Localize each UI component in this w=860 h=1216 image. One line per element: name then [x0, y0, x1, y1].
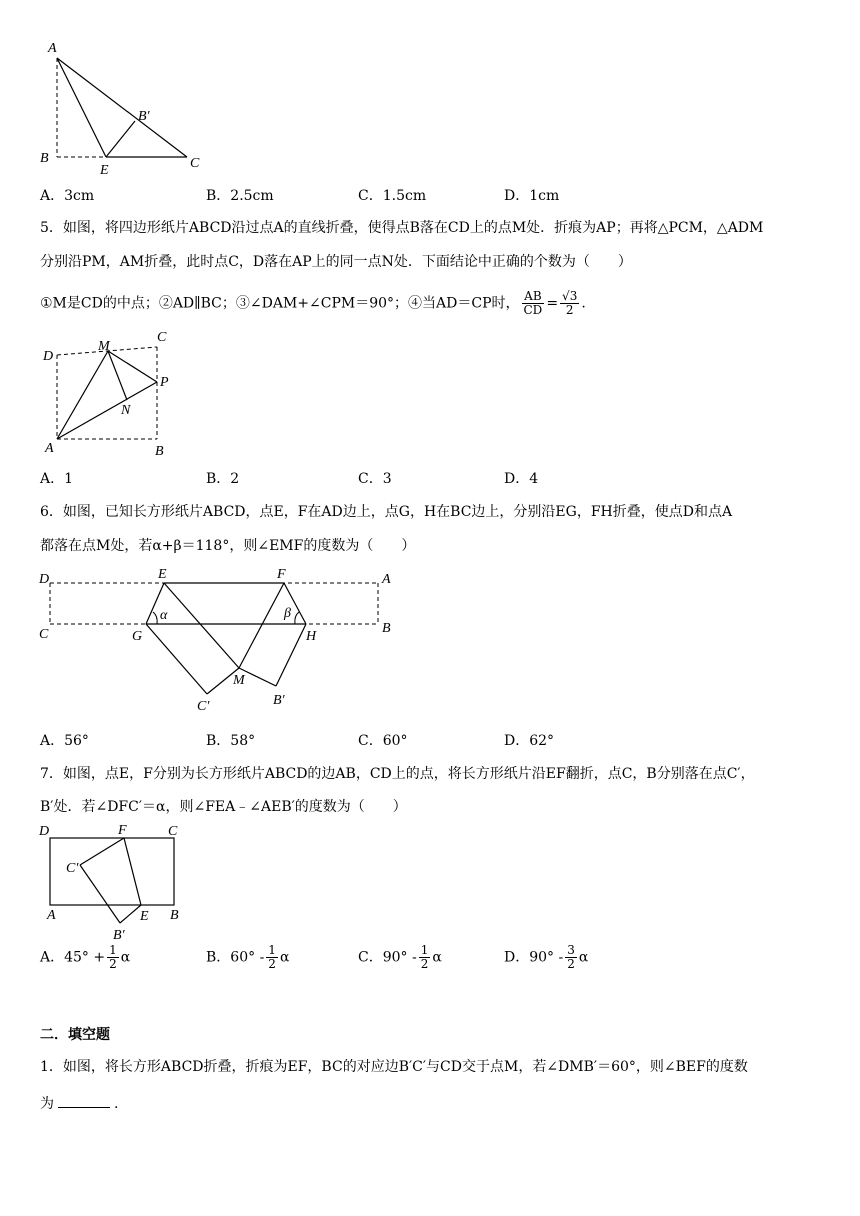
fraction: $\frac{1}{2}$: [268, 943, 276, 971]
q5-figure: [36, 328, 186, 460]
sqrt3-over-2-fraction: $\frac{√3}{2}$: [562, 289, 578, 317]
q5-statements: ①M是CD的中点；②AD∥BC；③∠DAM+∠CPM＝90°；④当AD＝CP时，: [40, 295, 520, 312]
label-B: B: [382, 621, 391, 636]
q6-figure: [36, 566, 406, 718]
label-B: B: [155, 444, 164, 459]
label-B-prime: B′: [138, 109, 150, 124]
label-D: D: [43, 349, 54, 364]
label-B-prime: B′: [273, 693, 285, 708]
label-C: C: [190, 156, 200, 171]
option-b[interactable]: B．2: [206, 471, 240, 487]
q6-line-2: 都落在点M处，若α+β＝118°，则∠EMF的度数为（ ）: [40, 538, 416, 554]
label-M: M: [233, 673, 245, 688]
q4-options: [40, 185, 820, 207]
label-F: F: [277, 567, 286, 582]
q5-line-3: ①M是CD的中点；②AD∥BC；③∠DAM+∠CPM＝90°；④当AD＝CP时， $\frac{AB}{CD}$ = $\frac{√3}{2}$ .: [40, 289, 586, 317]
label-B: B: [170, 908, 179, 923]
label-beta: β: [284, 606, 291, 621]
option-a[interactable]: A．1: [40, 471, 74, 487]
label-D: D: [39, 572, 50, 587]
label-C-prime: C′: [66, 861, 79, 876]
fill-q1-line-2: 为 .: [40, 1093, 118, 1114]
label-H: H: [306, 629, 317, 644]
option-b[interactable]: B．58°: [206, 733, 256, 749]
option-d[interactable]: D．1cm: [504, 188, 560, 204]
option-c[interactable]: C．1.5cm: [358, 188, 427, 204]
fraction: $\frac{3}{2}$: [567, 943, 575, 971]
q7-options: [40, 944, 820, 978]
label-A: A: [45, 441, 54, 456]
fill-q1-line-1: 1．如图，将长方形ABCD折叠，折痕为EF，BC的对应边B′C′与CD交于点M，若∠DMB′＝60°，则∠BEF的度数: [40, 1059, 748, 1075]
option-a[interactable]: A．45° + $\frac{1}{2}$ α: [40, 943, 131, 971]
option-b[interactable]: B．60° - $\frac{1}{2}$ α: [206, 943, 290, 971]
q6-options: [40, 730, 820, 752]
option-b[interactable]: B．2.5cm: [206, 188, 274, 204]
label-B-prime: B′: [113, 928, 125, 942]
option-a[interactable]: A．3cm: [40, 188, 95, 204]
fraction: $\frac{1}{2}$: [420, 943, 429, 971]
q7-line-1: 7．如图，点E，F分别为长方形纸片ABCD的边AB，CD上的点，将长方形纸片沿EF翻折，点C，B分别落在点C′，: [40, 766, 755, 782]
q7-line-2: B′处．若∠DFC′＝α，则∠FEA﹣∠AEB′的度数为（ ）: [40, 799, 407, 815]
q5-options: [40, 468, 820, 490]
q7-figure: [36, 820, 196, 942]
answer-blank[interactable]: [58, 1093, 110, 1108]
section-title: 二．填空题: [40, 1027, 110, 1043]
ab-over-cd-fraction: $\frac{AB}{CD}$: [523, 289, 543, 317]
label-E: E: [100, 163, 109, 178]
label-A: A: [47, 908, 56, 923]
label-E: E: [140, 909, 149, 924]
label-C-prime: C′: [197, 699, 210, 714]
label-D: D: [39, 824, 50, 839]
q6-line-1: 6．如图，已知长方形纸片ABCD，点E，F在AD边上，点G，H在BC边上，分别沿EG，FH折叠，使点D和点A: [40, 504, 733, 520]
label-E: E: [158, 567, 167, 582]
option-c[interactable]: C．3: [358, 471, 392, 487]
label-A: A: [48, 41, 57, 56]
label-M: M: [98, 339, 110, 354]
label-B: B: [40, 151, 49, 166]
label-C: C: [157, 330, 167, 345]
equals-sign: =: [546, 295, 559, 312]
label-F: F: [118, 823, 127, 838]
label-N: N: [121, 403, 131, 418]
option-c[interactable]: C．90° - $\frac{1}{2}$ α: [358, 943, 442, 971]
option-d[interactable]: D．4: [504, 471, 539, 487]
option-d[interactable]: D．90° - $\frac{3}{2}$ α: [504, 943, 589, 971]
label-C: C: [39, 627, 49, 642]
q5-line-2: 分别沿PM，AM折叠，此时点C，D落在AP上的同一点N处．下面结论中正确的个数为（ ）: [40, 254, 632, 270]
label-P: P: [160, 375, 169, 390]
fraction: $\frac{1}{2}$: [109, 943, 117, 971]
label-A: A: [382, 572, 391, 587]
option-d[interactable]: D．62°: [504, 733, 555, 749]
label-G: G: [132, 629, 143, 644]
q5-line-1: 5．如图，将四边形纸片ABCD沿过点A的直线折叠，使得点B落在CD上的点M处．折痕为AP；再将△PCM，△ADM: [40, 220, 764, 236]
label-alpha: α: [160, 608, 168, 623]
option-c[interactable]: C．60°: [358, 733, 408, 749]
label-C: C: [168, 824, 178, 839]
option-a[interactable]: A．56°: [40, 733, 89, 749]
q4-figure: [36, 40, 216, 180]
